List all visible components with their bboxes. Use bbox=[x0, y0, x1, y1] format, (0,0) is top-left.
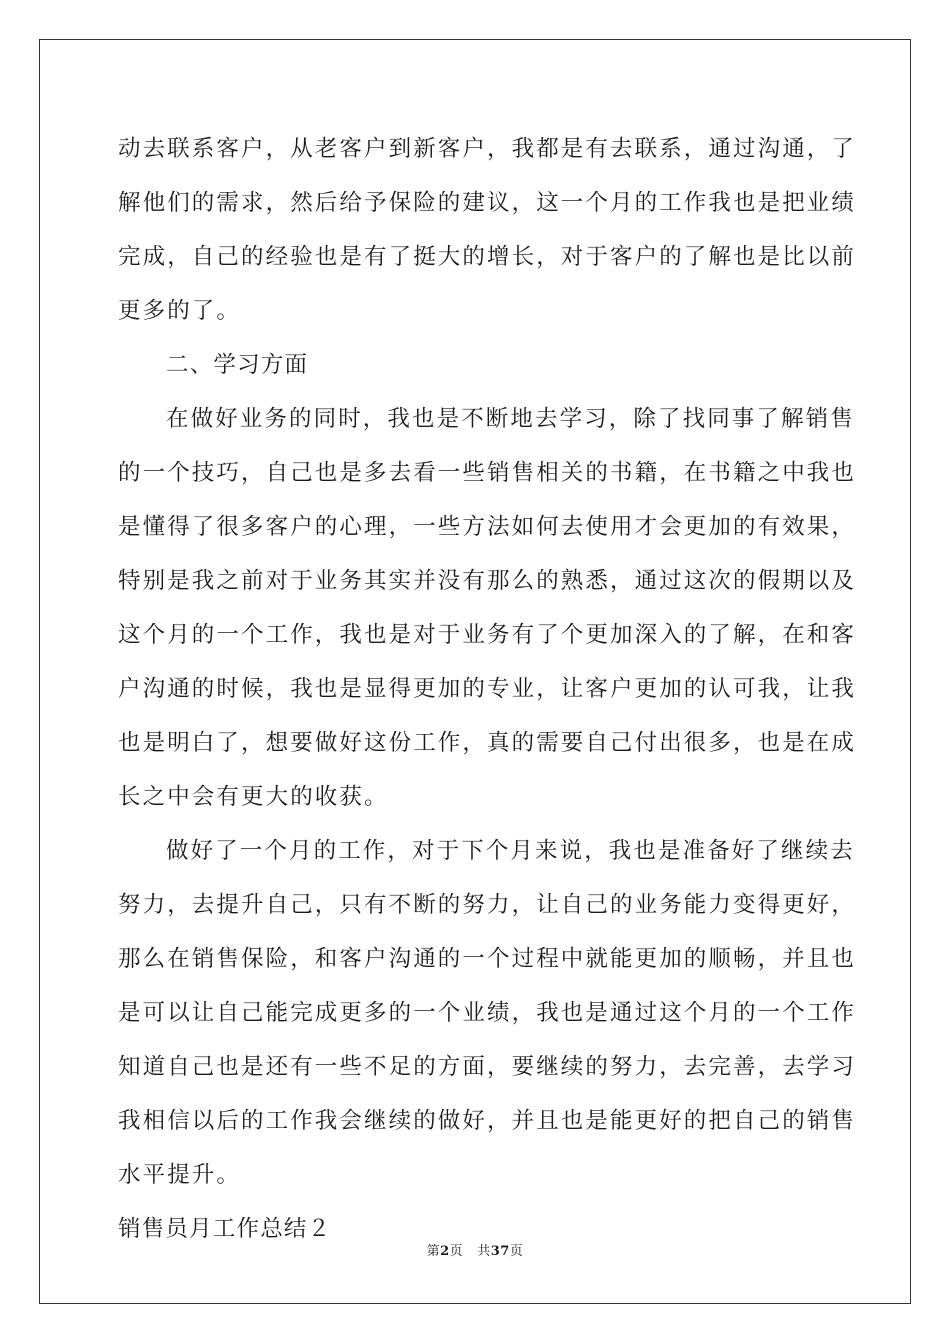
total-suffix: 页 bbox=[509, 1244, 524, 1259]
body-line: 特别是我之前对于业务其实并没有那么的熟悉，通过这次的假期以及 bbox=[118, 568, 857, 594]
body-line: 是懂得了很多客户的心理，一些方法如何去使用才会更加的有效果， bbox=[118, 514, 857, 540]
body-line: 长之中会有更大的收获。 bbox=[118, 784, 389, 810]
body-line: 知道自己也是还有一些不足的方面，要继续的努力，去完善，去学习 bbox=[118, 1054, 857, 1080]
article-title: 销售员月工作总结２ bbox=[118, 1216, 332, 1242]
paragraph-first-line: 在做好业务的同时，我也是不断地去学习，除了找同事了解销售 bbox=[166, 406, 855, 432]
body-line: 动去联系客户，从老客户到新客户，我都是有去联系，通过沟通，了 bbox=[118, 136, 857, 162]
page-number: 2 bbox=[440, 1244, 450, 1259]
page-footer bbox=[0, 1240, 950, 1259]
body-line: 是可以让自己能完成更多的一个业绩，我也是通过这个月的一个工作 bbox=[118, 1000, 857, 1026]
body-line: 户沟通的时候，我也是显得更加的专业，让客户更加的认可我，让我 bbox=[118, 676, 857, 702]
document-body bbox=[118, 122, 857, 1256]
body-line: 解他们的需求，然后给予保险的建议，这一个月的工作我也是把业绩 bbox=[118, 190, 857, 216]
total-pages: 37 bbox=[490, 1244, 510, 1259]
body-line: 水平提升。 bbox=[118, 1162, 242, 1188]
paragraph-first-line: 做好了一个月的工作，对于下个月来说，我也是准备好了继续去 bbox=[166, 838, 855, 864]
body-line: 努力，去提升自己，只有不断的努力，让自己的业务能力变得更好， bbox=[118, 892, 857, 918]
body-line: 这个月的一个工作，我也是对于业务有了个更加深入的了解，在和客 bbox=[118, 622, 857, 648]
body-line: 更多的了。 bbox=[118, 298, 242, 324]
body-line: 也是明白了，想要做好这份工作，真的需要自己付出很多，也是在成 bbox=[118, 730, 857, 756]
page-prefix: 第 bbox=[426, 1244, 441, 1259]
body-line: 那么在销售保险，和客户沟通的一个过程中就能更加的顺畅，并且也 bbox=[118, 946, 857, 972]
body-line: 完成，自己的经验也是有了挺大的增长，对于客户的了解也是比以前 bbox=[118, 244, 857, 270]
page-suffix: 页 bbox=[449, 1244, 464, 1259]
body-line: 的一个技巧，自己也是多去看一些销售相关的书籍，在书籍之中我也 bbox=[118, 460, 857, 486]
total-prefix: 共 bbox=[477, 1244, 491, 1259]
section-heading: 二、学习方面 bbox=[166, 352, 309, 378]
body-line: 我相信以后的工作我会继续的做好，并且也是能更好的把自己的销售 bbox=[118, 1108, 857, 1134]
